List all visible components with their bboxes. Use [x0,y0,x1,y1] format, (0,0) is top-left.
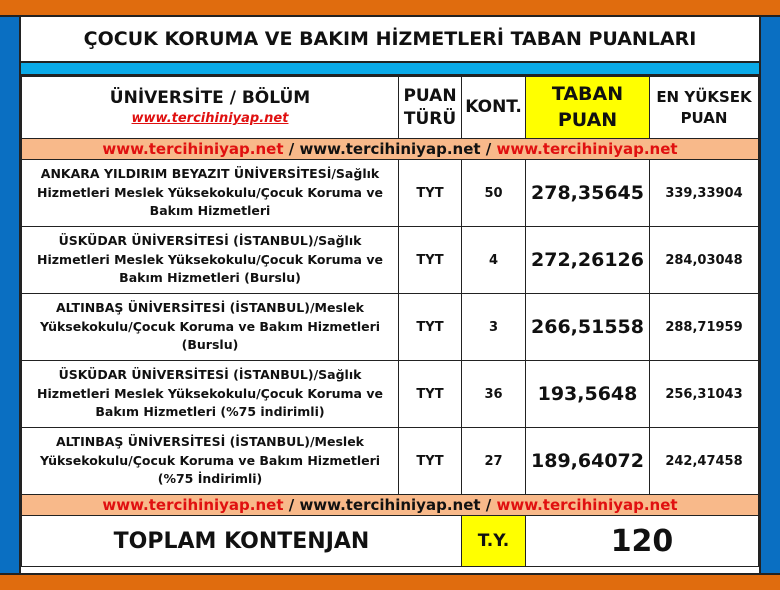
sheet [19,17,761,573]
program-name: ÜSKÜDAR ÜNİVERSİTESİ (İSTANBUL)/Sağlık Hizmetleri Meslek Yüksekokulu/Çocuk Koruma ve Bakım Hizmetleri (Burslu) [22,227,399,294]
header-university: ÜNİVERSİTE / BÖLÜM [109,88,311,109]
header-quota: KONT. [462,77,526,139]
score-type: TYT [399,227,462,294]
quota: 3 [462,294,526,361]
quota: 27 [462,428,526,495]
score-table [21,76,759,567]
score-type: TYT [399,294,462,361]
score-type: TYT [399,160,462,227]
separator: / [480,496,497,514]
table-row [22,294,759,361]
table-header [22,77,759,139]
table-row [22,160,759,227]
total-row [22,516,759,567]
total-label: TOPLAM KONTENJAN [22,516,462,567]
min-score: 272,26126 [526,227,650,294]
min-score: 189,64072 [526,428,650,495]
header-max: EN YÜKSEK PUAN [650,77,759,139]
banner [22,139,759,160]
banner-link[interactable]: www.tercihiniyap.net [496,496,678,514]
max-score: 256,31043 [650,361,759,428]
program-name: ALTINBAŞ ÜNİVERSİTESİ (İSTANBUL)/Meslek Yüksekokulu/Çocuk Koruma ve Bakım Hizmetleri (Burslu) [22,294,399,361]
score-type: TYT [399,428,462,495]
banner-link[interactable]: www.tercihiniyap.net [102,140,284,158]
total-type: T.Y. [462,516,526,567]
separator: / [480,140,497,158]
bottom-border [0,573,780,590]
program-name: ÜSKÜDAR ÜNİVERSİTESİ (İSTANBUL)/Sağlık Hizmetleri Meslek Yüksekokulu/Çocuk Koruma ve Bakım Hizmetleri (%75 indirimli) [22,361,399,428]
score-type: TYT [399,361,462,428]
quota: 36 [462,361,526,428]
separator: / [283,496,300,514]
max-score: 242,47458 [650,428,759,495]
top-border [0,0,780,17]
banner [22,495,759,516]
table-row [22,227,759,294]
max-score: 339,33904 [650,160,759,227]
program-name: ALTINBAŞ ÜNİVERSİTESİ (İSTANBUL)/Meslek Yüksekokulu/Çocuk Koruma ve Bakım Hizmetleri (%75 İndirimli) [22,428,399,495]
banner-link[interactable]: www.tercihiniyap.net [299,496,481,514]
quota: 50 [462,160,526,227]
total-value: 120 [526,516,759,567]
banner-link[interactable]: www.tercihiniyap.net [299,140,481,158]
min-score: 278,35645 [526,160,650,227]
divider-strip [21,63,759,76]
max-score: 284,03048 [650,227,759,294]
banner-link[interactable]: www.tercihiniyap.net [496,140,678,158]
header-type: PUAN TÜRÜ [399,77,462,139]
min-score: 193,5648 [526,361,650,428]
quota: 4 [462,227,526,294]
table-row [22,361,759,428]
max-score: 288,71959 [650,294,759,361]
table-row [22,428,759,495]
min-score: 266,51558 [526,294,650,361]
site-link[interactable]: www.tercihiniyap.net [131,111,289,127]
program-name: ANKARA YILDIRIM BEYAZIT ÜNİVERSİTESİ/Sağlık Hizmetleri Meslek Yüksekokulu/Çocuk Koruma ve Bakım Hizmetleri [22,160,399,227]
header-min: TABAN PUAN [526,77,650,139]
banner-link[interactable]: www.tercihiniyap.net [102,496,284,514]
page-title: ÇOCUK KORUMA VE BAKIM HİZMETLERİ TABAN PUANLARI [21,17,759,63]
separator: / [283,140,300,158]
